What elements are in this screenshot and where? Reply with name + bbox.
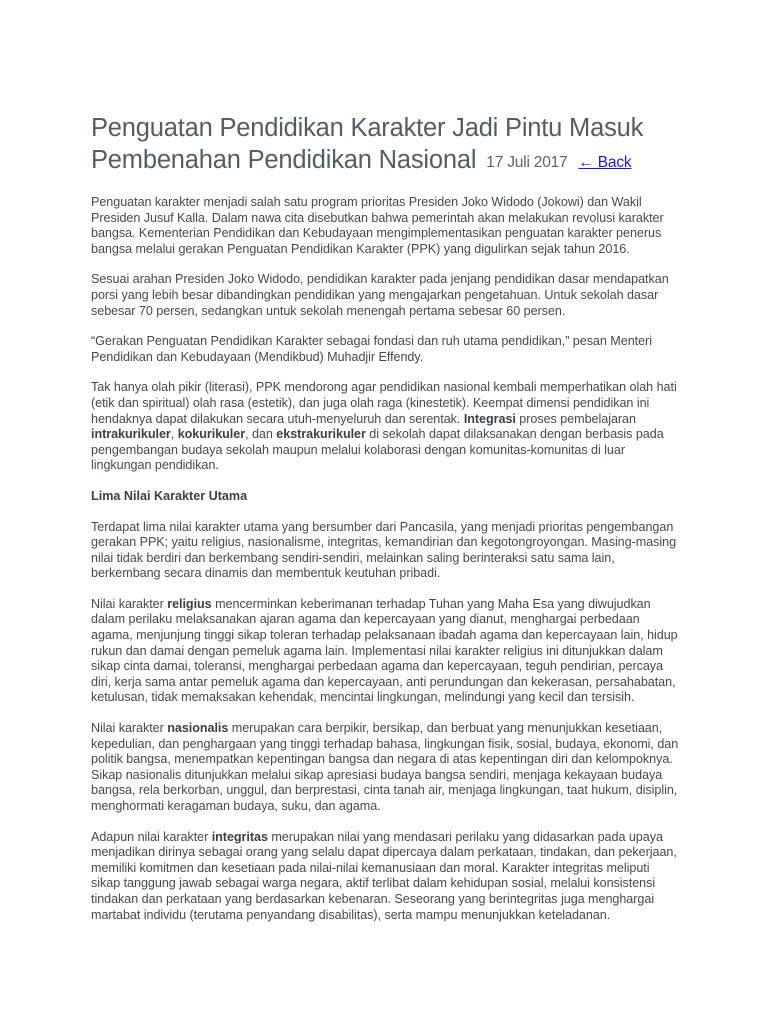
- paragraph-2: Sesuai arahan Presiden Joko Widodo, pendidikan karakter pada jenjang pendidikan dasar mendapatkan porsi yang lebih besar dibandingkan pendidikan yang mengajarkan pengetahuan. Untuk sekolah dasar sebesar 70 persen, sedangkan untuk sekolah menengah pertama sebesar 60 persen.: [91, 272, 669, 318]
- article-title-line-1: Penguatan Pendidikan Karakter Jadi Pintu Masuk: [91, 114, 644, 142]
- section-heading: Lima Nilai Karakter Utama: [91, 488, 248, 503]
- paragraph-7: Nilai karakter nasionalis merupakan cara berpikir, bersikap, dan berbuat yang menunjukkan kesetiaan, kepedulian, dan penghargaan yang tinggi terhadap bahasa, lingkungan fisik, sosial, budaya, ekonomi, dan politik bangsa, menempatkan kepentingan bangsa dan negara di atas kepentingan diri dan kelompoknya. Sikap nasionalis ditunjukkan melalui sikap apresiasi budaya bangsa sendiri, menjaga kekayaan budaya bangsa, rela berkorban, unggul, dan berprestasi, cinta tanah air, menjaga lingkungan, taat hukum, disiplin, menghormati keragaman budaya, suku, dan agama.: [91, 721, 679, 813]
- term-nasionalis: nasionalis: [167, 721, 229, 736]
- back-link[interactable]: ← Back: [578, 154, 632, 171]
- article: [91, 112, 681, 923]
- paragraph-3: “Gerakan Penguatan Pendidikan Karakter sebagai fondasi dan ruh utama pendidikan,” pesan Menteri Pendidikan dan Kebudayaan (Mendikbud) Muhadjir Effendy.: [91, 334, 652, 364]
- paragraph-4: Tak hanya olah pikir (literasi), PPK mendorong agar pendidikan nasional kembali memperhatikan olah hati (etik dan spiritual) olah rasa (estetik), dan juga olah raga (kinestetik). Keempat dimensi pendidikan ini hendaknya dapat dilakukan secara utuh-menyeluruh dan serentak. Integrasi proses pembelajaran intrakurikuler, kokurikuler, dan ekstrakurikuler di sekolah dapat dilaksanakan dengan berbasis pada pengembangan budaya sekolah maupun melalui kolaborasi dengan komunitas-komunitas di luar lingkungan pendidikan.: [91, 380, 677, 473]
- term-integritas: integritas: [211, 829, 268, 844]
- term-ekstrakurikuler: ekstrakurikuler: [276, 427, 366, 442]
- paragraph-1: Penguatan karakter menjadi salah satu program prioritas Presiden Joko Widodo (Jokowi) dan Wakil Presiden Jusuf Kalla. Dalam nawa cita disebutkan bahwa pemerintah akan melakukan revolusi karakter bangsa. Kementerian Pendidikan dan Kebudayaan mengimplementasikan penguatan karakter penerus bangsa melalui gerakan Penguatan Pendidikan Karakter (PPK) yang digulirkan sejak tahun 2016.: [91, 195, 664, 256]
- term-kokurikuler: kokurikuler: [177, 427, 246, 442]
- article-date: 17 Juli 2017: [486, 154, 568, 171]
- paragraph-5: Terdapat lima nilai karakter utama yang bersumber dari Pancasila, yang menjadi prioritas pengembangan gerakan PPK; yaitu religius, nasionalisme, integritas, kemandirian dan kegotongroyongan. Masing-masing nilai tidak berdiri dan berkembang sendiri-sendiri, melainkan saling berinteraksi satu sama lain, berkembang secara dinamis dan membentuk keutuhan pribadi.: [91, 519, 677, 581]
- term-intrakurikuler: intrakurikuler: [91, 427, 171, 442]
- paragraph-6: Nilai karakter religius mencerminkan keberimanan terhadap Tuhan yang Maha Esa yang diwujudkan dalam perilaku melaksanakan ajaran agama dan kepercayaan yang dianut, menghargai perbedaan agama, menjunjung tinggi sikap toleran terhadap pelaksanaan ibadah agama dan kepercayaan lain, hidup rukun dan damai dengan pemeluk agama lain. Implementasi nilai karakter religius ini ditunjukkan dalam sikap cinta damai, toleransi, menghargai perbedaan agama dan kepercayaan, teguh pendirian, percaya diri, kerja sama antar pemeluk agama dan kepercayaan, anti perundungan dan kekerasan, persahabatan, ketulusan, tidak memaksakan kehendak, mencintai lingkungan, melindungi yang kecil dan tersisih.: [91, 596, 678, 705]
- article-title-line-2: [91, 144, 681, 179]
- paragraph-8: Adapun nilai karakter integritas merupakan nilai yang mendasari perilaku yang didasarkan pada upaya menjadikan dirinya sebagai orang yang selalu dapat dipercaya dalam perkataan, tindakan, dan pekerjaan, memiliki komitmen dan kesetiaan pada nilai-nilai kemanusiaan dan moral. Karakter integritas meliputi sikap tanggung jawab sebagai warga negara, aktif terlibat dalam kehidupan sosial, melalui konsistensi tindakan dan perkataan yang berdasarkan kebenaran. Seseorang yang berintegritas juga menghargai martabat individu (terutama penyandang disabilitas), serta mampu menunjukkan keteladanan.: [91, 829, 677, 922]
- article-title-text: Pembenahan Pendidikan Nasional: [91, 146, 477, 174]
- term-integrasi: Integrasi: [463, 411, 516, 426]
- term-religius: religius: [167, 596, 212, 611]
